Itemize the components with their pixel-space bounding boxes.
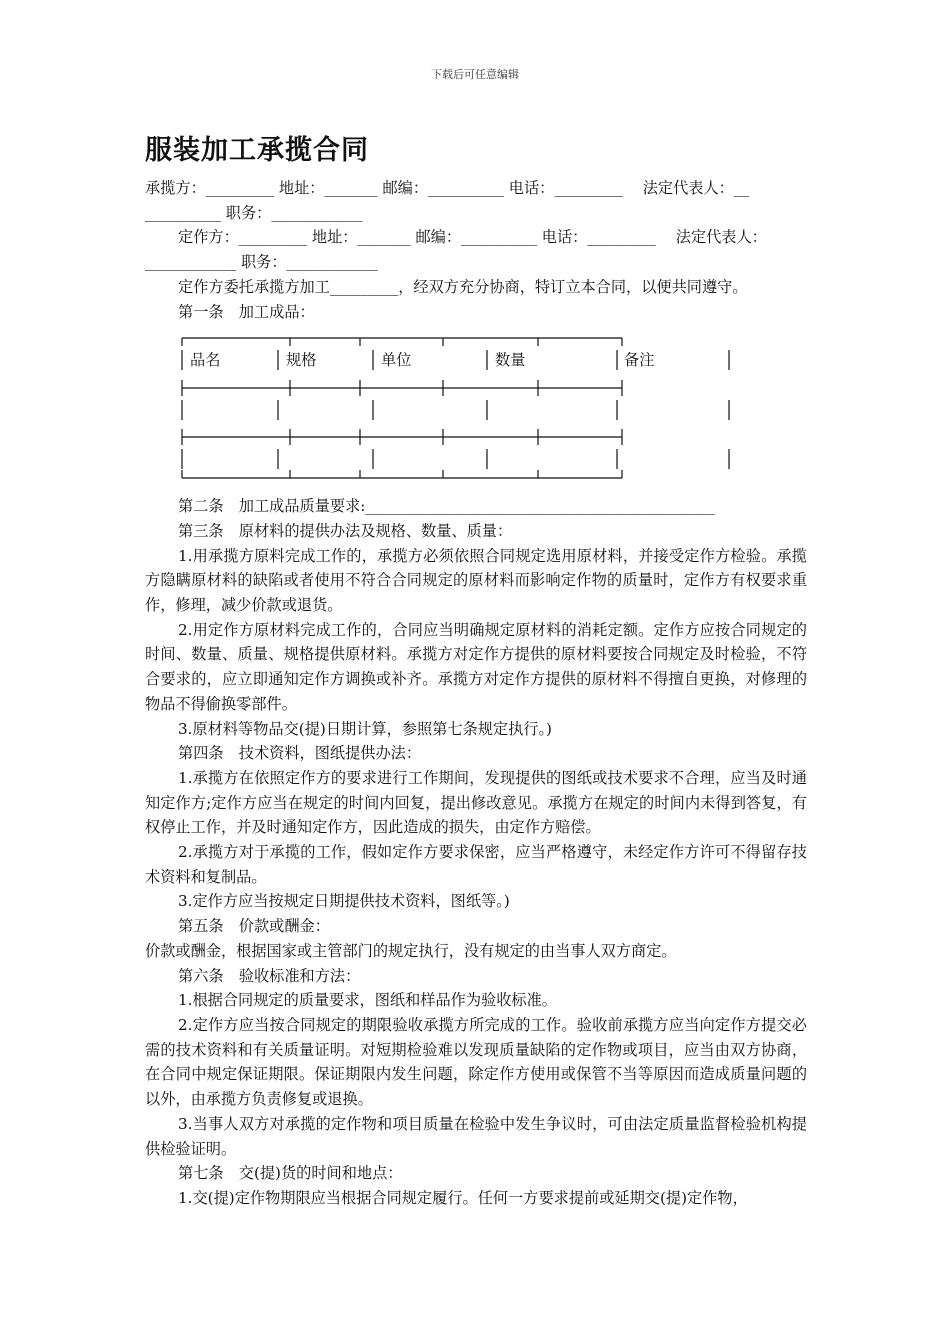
table-header-spec: 规格	[286, 351, 317, 370]
article-3-clause-1: 1.用承揽方原料完成工作的，承揽方必须依照合同规定选用原材料，并接受定作方检验。承揽方隐瞒原材料的缺陷或者使用不符合合同规定的原材料而影响定作物的质量时，定作方有权要求重作，修理，减少价款或退货。	[145, 546, 807, 615]
table-header-remarks: 备注	[624, 351, 655, 370]
article-4-clause-2: 2.承揽方对于承揽的工作，假如定作方要求保密，应当严格遵守，未经定作方许可不得留存技术资料和复制品。	[145, 843, 807, 886]
article-6-title: 第六条 验收标准和方法：	[178, 966, 361, 985]
header-note: 下载后可任意编辑	[431, 68, 519, 81]
orderer-line-1: 定作方：_________ 地址：_______ 邮编：__________ 电话：_________ 法定代表人：	[178, 228, 767, 247]
table-grid	[181, 330, 781, 488]
contractor-line-1: 承揽方：_________ 地址：_______ 邮编：__________ 电话：_________ 法定代表人：__	[145, 179, 750, 197]
article-4-clause-1: 1.承揽方在依照定作方的要求进行工作期间，发现提供的图纸或技术要求不合理，应当及时通知定作方;定作方应当在规定的时间内回复，提出修改意见。承揽方在规定的时间内未得到答复，有权停止工作，并及时通知定作方，因此造成的损失，由定作方赔偿。	[145, 768, 807, 837]
article-4-title: 第四条 技术资料，图纸提供办法：	[178, 744, 421, 763]
article-7-clause-1: 1.交(提)定作物期限应当根据合同规定履行。任何一方要求提前或延期交(提)定作物，	[178, 1188, 748, 1207]
document-title: 服装加工承揽合同	[145, 135, 369, 166]
article-2: 第二条 加工成品质量要求:______________________________________________	[178, 497, 715, 516]
article-1-title: 第一条 加工成品：	[178, 302, 315, 321]
intro-paragraph: 定作方委托承揽方加工_________，经双方充分协商，特订立本合同，以便共同遵守。	[178, 277, 748, 296]
product-table	[181, 330, 807, 488]
article-6-clause-1: 1.根据合同规定的质量要求，图纸和样品作为验收标准。	[178, 991, 557, 1010]
article-3-clause-3: 3.原材料等物品交(提)日期计算，参照第七条规定执行。)	[178, 719, 552, 738]
article-6-clause-2: 2.定作方应当按合同规定的期限验收承揽方所完成的工作。验收前承揽方应当向定作方提交必需的技术资料和有关质量证明。对短期检验难以发现质量缺陷的定作物或项目，应当由双方协商，在合同中规定保证期限。保证期限内发生问题，除定作方使用或保管不当等原因而造成质量问题的以外，由承揽方负责修复或退换。	[145, 1015, 807, 1109]
article-3-title: 第三条 原材料的提供办法及规格、数量、质量：	[178, 521, 513, 540]
contract-body	[145, 176, 807, 1211]
article-6-clause-3: 3.当事人双方对承揽的定作物和项目质量在检验中发生争议时，可由法定质量监督检验机构提供检验证明。	[145, 1114, 807, 1158]
article-5-title: 第五条 价款或酬金：	[178, 917, 330, 936]
article-3-clause-2: 2.用定作方原材料完成工作的，合同应当明确规定原材料的消耗定额。定作方应按合同规定的时间、数量、质量、规格提供原材料。承揽方对定作方提供的原材料要按合同规定及时检验，不符合要求的，应立即通知定作方调换或补齐。承揽方对定作方提供的原材料不得擅自更换，对修理的物品不得偷换零部件。	[145, 620, 807, 713]
orderer-line-2: ____________ 职务：____________	[145, 253, 378, 272]
table-header-name: 品名	[190, 351, 221, 370]
table-header-unit: 单位	[381, 351, 412, 370]
article-7-title: 第七条 交(提)货的时间和地点：	[178, 1164, 403, 1183]
table-header-quantity: 数量	[495, 351, 526, 370]
article-4-clause-3: 3.定作方应当按规定日期提供技术资料，图纸等。)	[178, 892, 510, 911]
contractor-line-2: __________ 职务：____________	[145, 203, 363, 222]
article-5-clause-1: 价款或酬金，根据国家或主管部门的规定执行，没有规定的由当事人双方商定。	[145, 941, 677, 960]
